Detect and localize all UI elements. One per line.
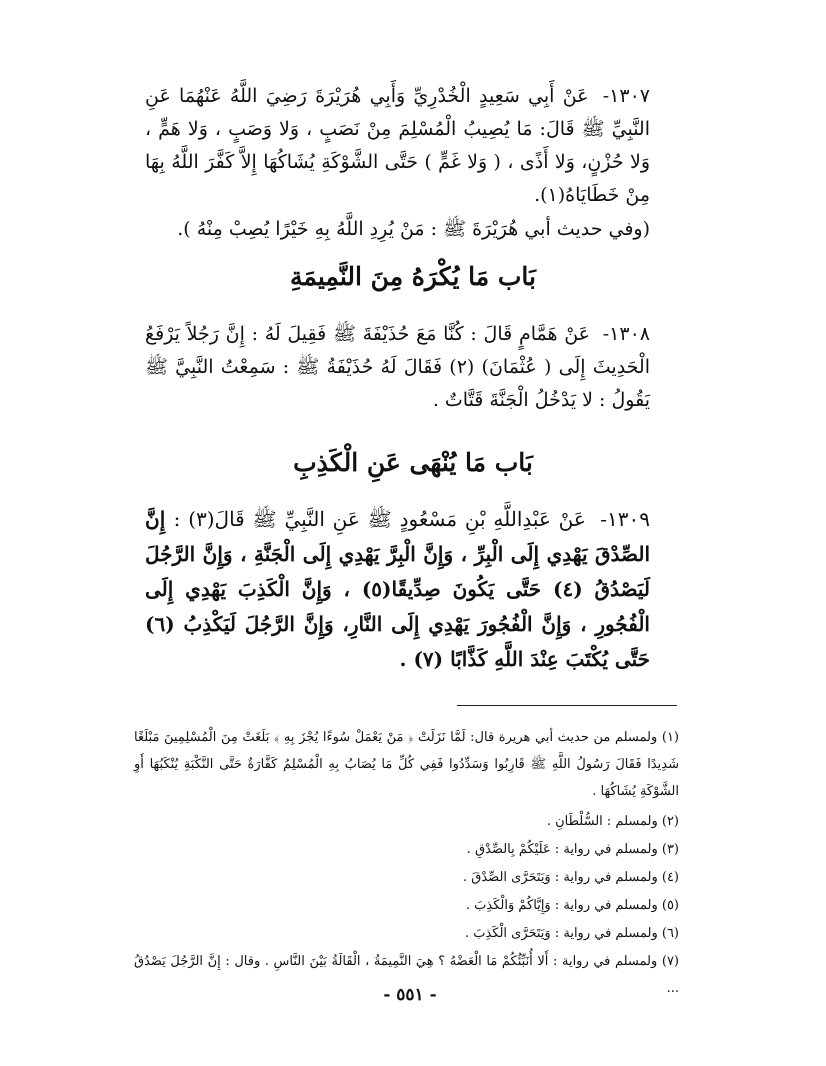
hadith-text: عَنْ أَبِي سَعِيدٍ الْخُدْرِيِّ وَأَبِي هُرَيْرَةَ رَضِيَ اللَّهُ عَنْهُمَا عَنِ النَّبِيِّ ﷺ قَالَ: مَا يُصِيبُ الْمُسْلِمَ مِنْ نَصَبٍ ، وَلا وَصَبٍ ، وَلا هَمٍّ ، وَلا حُزْنٍ، وَلا أَذًى ، ( وَلا غَمٍّ ) حَتَّى الشَّوْكَةِ يُشَاكُهَا إِلاَّ كَفَّرَ اللَّهُ بِهَا مِنْ خَطَايَاهُ(١). — [145, 85, 650, 206]
footnote-1: (١) ولمسلم من حديث أبي هريرة قال: لَمَّا نَزَلَتْ ﴿ مَنْ يَعْمَلْ سُوءًا يُجْزَ بِهِ ﴾ بَلَغَتْ مِنَ الْمُسْلِمِينَ مَبْلَغًا شَدِيدًا فَقَالَ رَسُولُ اللَّهِ ﷺ قَارِبُوا وَسَدِّدُوا فَفِي كُلِّ مَا يُصَابُ بِهِ الْمُسْلِمُ كَفَّارَةٌ حَتَّى النَّكْبَةِ يُنْكَبُهَا أَوِ الشَّوْكَةِ يُشَاكُهَا . — [134, 730, 679, 799]
footnote-3: (٣) ولمسلم في رواية : عَلَيْكُمْ بِالصِّدْقِ . — [466, 842, 679, 857]
hadith-1307 — [145, 80, 650, 212]
hadith-1308 — [145, 318, 650, 417]
footnote-7: (٧) ولمسلم في رواية : أَلا أُنَبِّئُكُمْ مَا الْعَضْهُ ؟ هِيَ النَّمِيمَةُ ، الْقَالَةُ بَيْنَ النَّاسِ . وقال : إِنَّ الرَّجُلَ يَصْدُقُ ... — [134, 954, 679, 996]
hadith-1307-note: (وفي حديث أبي هُرَيْرَةَ ﷺ : مَنْ يُرِدِ اللَّهُ بِهِ خَيْرًا يُصِبْ مِنْهُ ). — [177, 218, 650, 240]
hadith-text: إِنَّ الصِّدْقَ يَهْدِي إِلَى الْبِرِّ ، وَإِنَّ الْبِرَّ يَهْدِي إِلَى الْجَنَّةِ ، وَإِنَّ الرَّجُلَ لَيَصْدُقُ (٤) حَتَّى يَكُونَ صِدِّيقًا(٥) ، وَإِنَّ الْكَذِبَ يَهْدِي إِلَى الْفُجُورِ ، وَإِنَّ الْفُجُورَ يَهْدِي إِلَى النَّارِ، وَإِنَّ الرَّجُلَ لَيَكْذِبُ (٦) حَتَّى يُكْتَبَ عِنْدَ اللَّهِ كَذَّابًا (٧) . — [145, 507, 650, 671]
hadith-number: ١٣٠٨- — [602, 323, 650, 345]
hadith-text: عَنْ هَمَّامٍ قَالَ : كُنَّا مَعَ حُذَيْفَةَ ﷺ فَقِيلَ لَهُ : إِنَّ رَجُلاً يَرْفَعُ الْحَدِيثَ إِلَى ( عُثْمَانَ) (٢) فَقَالَ لَهُ حُذَيْفَةُ ﷺ : سَمِعْتُ النَّبِيَّ ﷺ يَقُولُ : لا يَدْخُلُ الْجَنَّةَ قَتَّاتٌ . — [145, 323, 650, 411]
hadith-number: ١٣٠٩- — [600, 507, 650, 531]
chapter-heading: بَاب مَا يُنْهَى عَنِ الْكَذِبِ — [293, 448, 533, 477]
hadith-number: ١٣٠٧- — [602, 85, 650, 107]
footnote-4: (٤) ولمسلم في رواية : وَيَتَحَرَّى الصِّدْقَ . — [463, 870, 679, 885]
footnote-2: (٢) ولمسلم : السُّلْطَانِ . — [546, 814, 679, 829]
footnote-6: (٦) ولمسلم في رواية : وَيَتَحَرَّى الْكَذِبَ . — [464, 926, 679, 941]
chapter-heading: بَاب مَا يُكْرَهُ مِنَ النَّمِيمَةِ — [290, 262, 536, 291]
hadith-1309 — [145, 502, 650, 677]
page-number: - ٥٥١ - — [383, 985, 437, 1005]
hadith-intro: عَنْ عَبْدِاللَّهِ بْنِ مَسْعُودٍ ﷺ عَنِ النَّبِيِّ ﷺ قَالَ(٣) : — [173, 507, 586, 531]
footnote-5: (٥) ولمسلم في رواية : وَإِيَّاكُمْ وَالْكَذِبَ . — [465, 898, 679, 913]
footnote-divider — [457, 705, 677, 706]
